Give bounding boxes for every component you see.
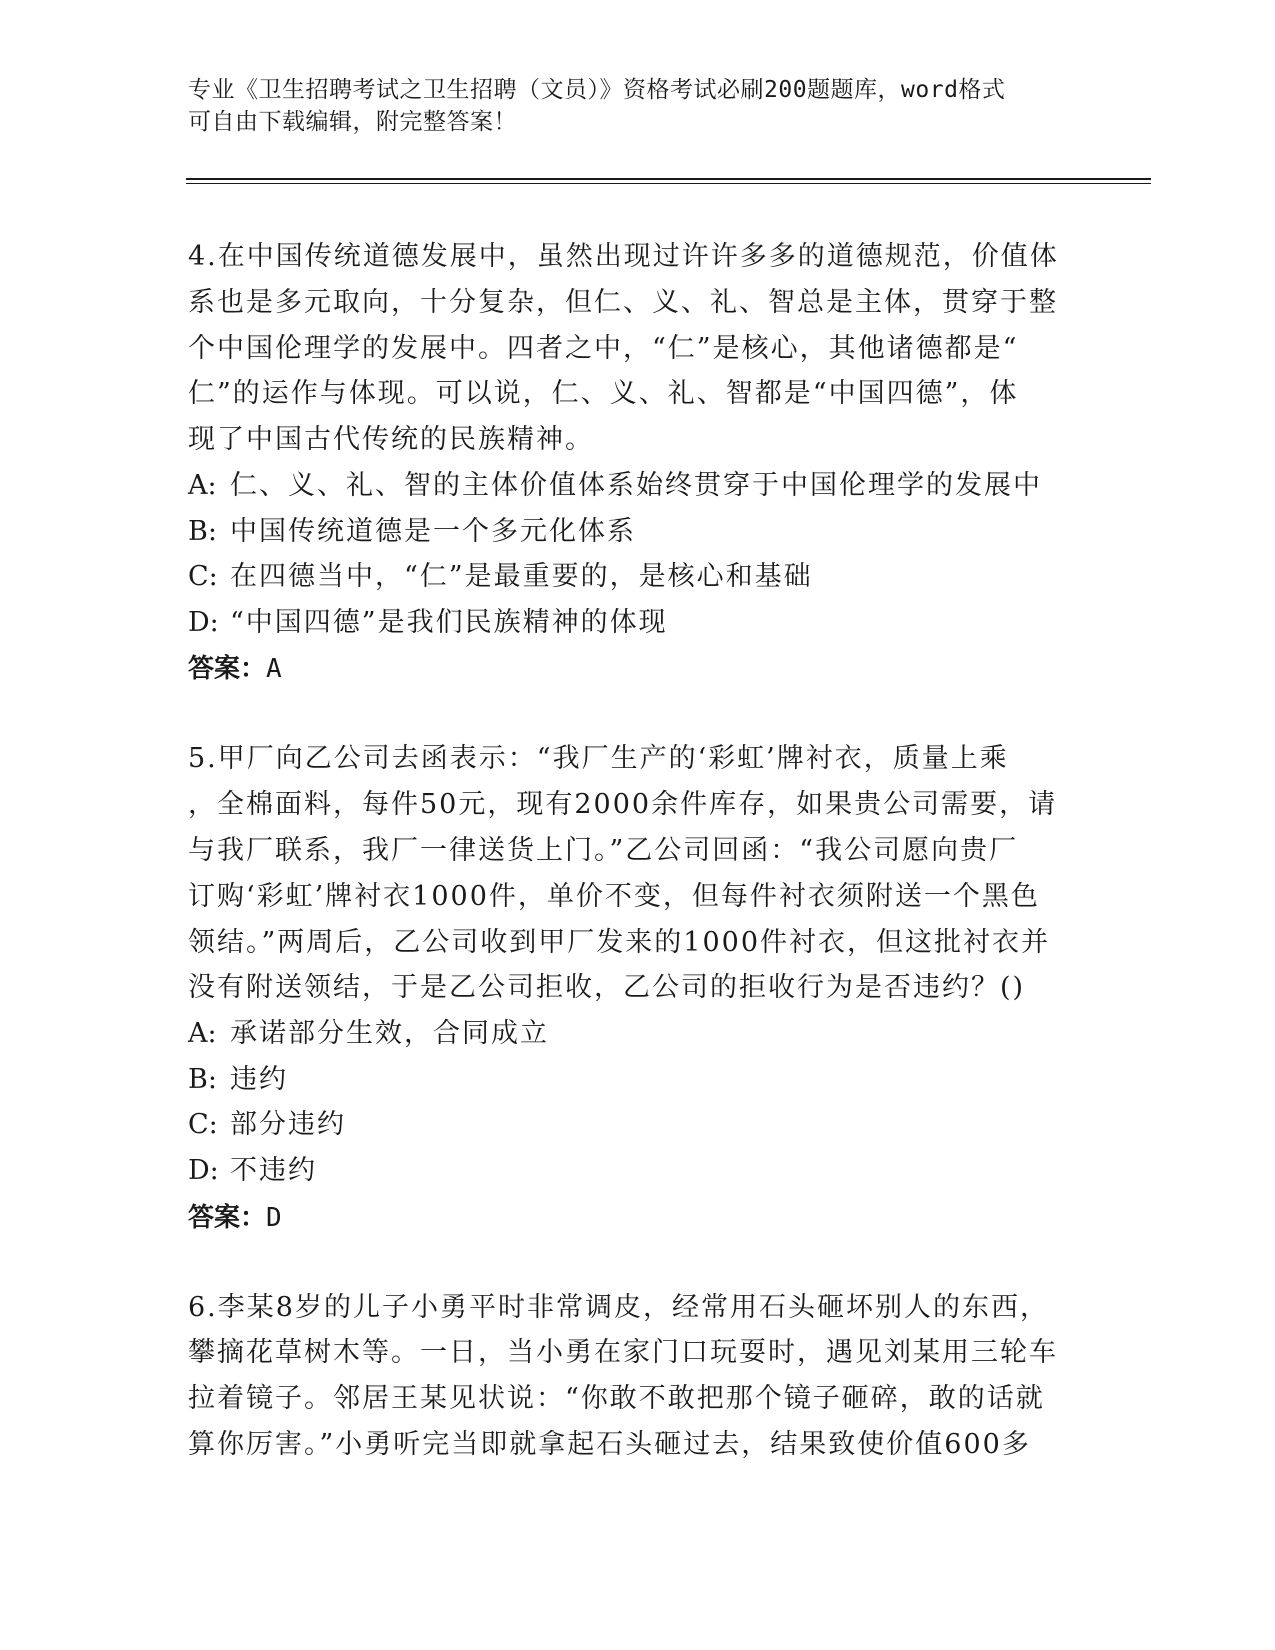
stem-line: 6.李某8岁的儿子小勇平时非常调皮，经常用石头砸坏别人的东西， <box>188 1291 1049 1323</box>
header-rule-thin <box>186 183 1151 184</box>
stem-line: 领结。”两周后，乙公司收到甲厂发来的1000件衬衣，但这批衬衣并 <box>188 926 1051 958</box>
stem-line: 系也是多元取向，十分复杂，但仁、义、礼、智总是主体，贯穿于整 <box>188 286 1058 318</box>
question-stem <box>188 1285 1088 1468</box>
question-4 <box>188 234 1088 693</box>
option-b <box>188 1057 1088 1103</box>
option-text: 违约 <box>230 1063 288 1095</box>
option-key: A: <box>188 469 217 501</box>
stem-line: ，全棉面料，每件50元，现有2000余件库存，如果贵公司需要，请 <box>188 789 1058 821</box>
option-a <box>188 463 1088 509</box>
option-text: 不违约 <box>230 1154 317 1186</box>
option-key: C: <box>188 561 218 593</box>
option-c <box>188 554 1088 600</box>
question-stem <box>188 736 1088 1011</box>
option-key: B: <box>188 515 217 547</box>
question-list <box>188 234 1088 1511</box>
option-d <box>188 1148 1088 1194</box>
stem-line: 个中国伦理学的发展中。四者之中，“仁”是核心，其他诸德都是“ <box>188 332 1019 364</box>
answer-label: 答案： <box>188 654 267 685</box>
option-key: C: <box>188 1109 218 1141</box>
stem-line: 算你厉害。”小勇听完当即就拿起石头砸过去，结果致使价值600多 <box>188 1428 1031 1460</box>
option-text: 承诺部分生效，合同成立 <box>230 1018 549 1050</box>
answer-label: 答案： <box>188 1202 267 1233</box>
document-header <box>188 74 1068 138</box>
stem-line: 与我厂联系，我厂一律送货上门。”乙公司回函：“我公司愿向贵厂 <box>188 834 1019 866</box>
answer-line <box>188 645 1088 693</box>
option-key: B: <box>188 1063 217 1095</box>
answer-value: A <box>266 654 282 685</box>
option-text: 在四德当中，“仁”是最重要的，是核心和基础 <box>230 561 813 593</box>
option-key: A: <box>188 1018 217 1050</box>
stem-line: 5.甲厂向乙公司去函表示：“我厂生产的‘彩虹’牌衬衣，质量上乘 <box>188 743 1009 775</box>
header-line-1: 专业《卫生招聘考试之卫生招聘（文员）》资格考试必刷200题题库，word格式 <box>188 77 1006 103</box>
header-rule-thick <box>186 178 1151 180</box>
option-text: 部分违约 <box>230 1109 346 1141</box>
stem-line: 订购‘彩虹’牌衬衣1000件，单价不变，但每件衬衣须附送一个黑色 <box>188 880 1040 912</box>
answer-value: D <box>266 1202 282 1233</box>
option-text: 中国传统道德是一个多元化体系 <box>230 515 636 547</box>
option-a <box>188 1011 1088 1057</box>
question-6 <box>188 1285 1088 1468</box>
stem-line: 仁”的运作与体现。可以说，仁、义、礼、智都是“中国四德”，体 <box>188 378 1019 410</box>
option-d <box>188 600 1088 646</box>
option-text: “中国四德”是我们民族精神的体现 <box>230 606 668 638</box>
question-5 <box>188 736 1088 1241</box>
option-b <box>188 509 1088 555</box>
option-c <box>188 1102 1088 1148</box>
stem-line: 没有附送领结，于是乙公司拒收，乙公司的拒收行为是否违约？() <box>188 972 1026 1004</box>
stem-line: 现了中国古代传统的民族精神。 <box>188 424 594 456</box>
header-line-2: 可自由下载编辑，附完整答案！ <box>188 109 517 135</box>
question-stem <box>188 234 1088 463</box>
option-key: D: <box>188 606 219 638</box>
option-key: D: <box>188 1154 219 1186</box>
stem-line: 拉着镜子。邻居王某见状说：“你敢不敢把那个镜子砸碎，敢的话就 <box>188 1383 1045 1415</box>
answer-line <box>188 1194 1088 1242</box>
stem-line: 4.在中国传统道德发展中，虽然出现过许许多多的道德规范，价值体 <box>188 241 1059 272</box>
option-text: 仁、义、礼、智的主体价值体系始终贯穿于中国伦理学的发展中 <box>230 469 1042 501</box>
stem-line: 攀摘花草树木等。一日，当小勇在家门口玩耍时，遇见刘某用三轮车 <box>188 1337 1058 1369</box>
